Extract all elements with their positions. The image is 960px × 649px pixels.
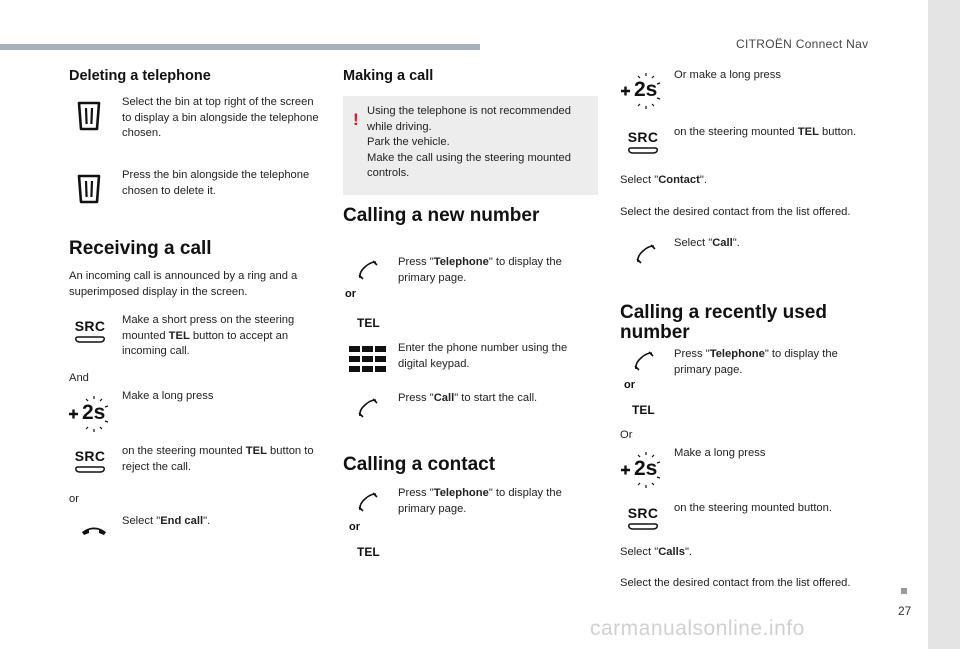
tel-label: TEL [357, 545, 380, 559]
new-number-title: Calling a new number [343, 205, 540, 226]
contact-telephone-step: Press "Telephone" to display the primary page. [398, 487, 562, 515]
page-edge-band [928, 0, 960, 649]
call-step: Press "Call" to start the call. [398, 392, 538, 404]
deleting-step-1: Select the bin at top right of the screen to display a bin alongside the telephone chosen. [122, 96, 319, 139]
src-steering-icon [625, 129, 661, 155]
src-steering-icon [72, 448, 108, 474]
or-label: or [624, 379, 635, 391]
end-call-icon [80, 524, 108, 536]
col3-long-press: Or make a long press [674, 69, 781, 81]
reject-call-step: on the steering mounted TEL button to reject the call. [122, 445, 314, 473]
two-second-label: 2s [82, 401, 106, 424]
steering-control-icon [72, 334, 108, 344]
two-second-press-icon [620, 73, 662, 114]
accept-call-step: Make a short press on the steering mounted TEL button to accept an incoming call. [122, 314, 295, 357]
steering-control-icon [72, 464, 108, 474]
recent-telephone-step: Press "Telephone" to display the primary page. [674, 348, 838, 376]
watermark: carmanualsonline.info [590, 617, 805, 640]
src-label: SRC [74, 448, 106, 464]
select-contact-step: Select "Contact". [620, 174, 707, 186]
src-steering-icon [625, 505, 661, 531]
select-desired-contact: Select the desired contact from the list offered. [620, 206, 851, 218]
src-label: SRC [627, 505, 659, 521]
two-second-press-icon [68, 396, 110, 437]
warning-text: Using the telephone is not recommended while driving. Park the vehicle. Make the call using the steering mounted controls. [367, 105, 571, 179]
receiving-title: Receiving a call [69, 238, 212, 259]
src-steering-icon [72, 318, 108, 344]
bin-icon [76, 100, 102, 132]
or-label: or [345, 288, 356, 300]
src-label: SRC [627, 129, 659, 145]
receiving-intro: An incoming call is announced by a ring and a superimposed display in the screen. [69, 270, 298, 298]
recent-steering-step: on the steering mounted button. [674, 502, 832, 514]
phone-icon [634, 242, 658, 266]
warning-icon: ! [353, 110, 359, 129]
col3-steering-step: on the steering mounted TEL button. [674, 126, 857, 138]
phone-icon [356, 258, 380, 282]
phone-icon [356, 490, 380, 514]
long-press-text: Make a long press [122, 390, 214, 402]
deleting-step-2: Press the bin alongside the telephone chosen to delete it. [122, 169, 310, 197]
select-calls-step: Select "Calls". [620, 546, 693, 558]
recent-long-press: Make a long press [674, 447, 766, 459]
or-label: or [69, 493, 79, 505]
or-label: or [349, 521, 360, 533]
end-call-step: Select "End call". [122, 515, 211, 527]
phone-icon [356, 396, 380, 420]
keypad-step: Enter the phone number using the digital keypad. [398, 342, 568, 370]
steering-control-icon [625, 521, 661, 531]
page-number: 27 [898, 604, 912, 618]
page-marker [901, 588, 907, 594]
making-title: Making a call [343, 68, 434, 84]
and-label: And [69, 372, 89, 384]
steering-control-icon [625, 145, 661, 155]
bin-icon [76, 173, 102, 205]
recent-title: Calling a recently used number [620, 302, 827, 343]
telephone-step: Press "Telephone" to display the primary page. [398, 256, 562, 284]
two-second-label: 2s [634, 457, 658, 480]
tel-label: TEL [357, 316, 380, 330]
header-rule [0, 44, 480, 50]
two-second-press-icon [620, 452, 662, 493]
phone-icon [632, 349, 656, 373]
tel-label: TEL [632, 403, 655, 417]
keypad-icon [349, 346, 386, 372]
or-label: Or [620, 429, 633, 441]
recent-desired-contact: Select the desired contact from the list offered. [620, 577, 851, 589]
src-label: SRC [74, 318, 106, 334]
two-second-label: 2s [634, 78, 658, 101]
deleting-title: Deleting a telephone [69, 68, 211, 84]
contact-title: Calling a contact [343, 454, 496, 475]
select-call-step: Select "Call". [674, 237, 740, 249]
manual-header: CITROËN Connect Nav [736, 37, 869, 51]
